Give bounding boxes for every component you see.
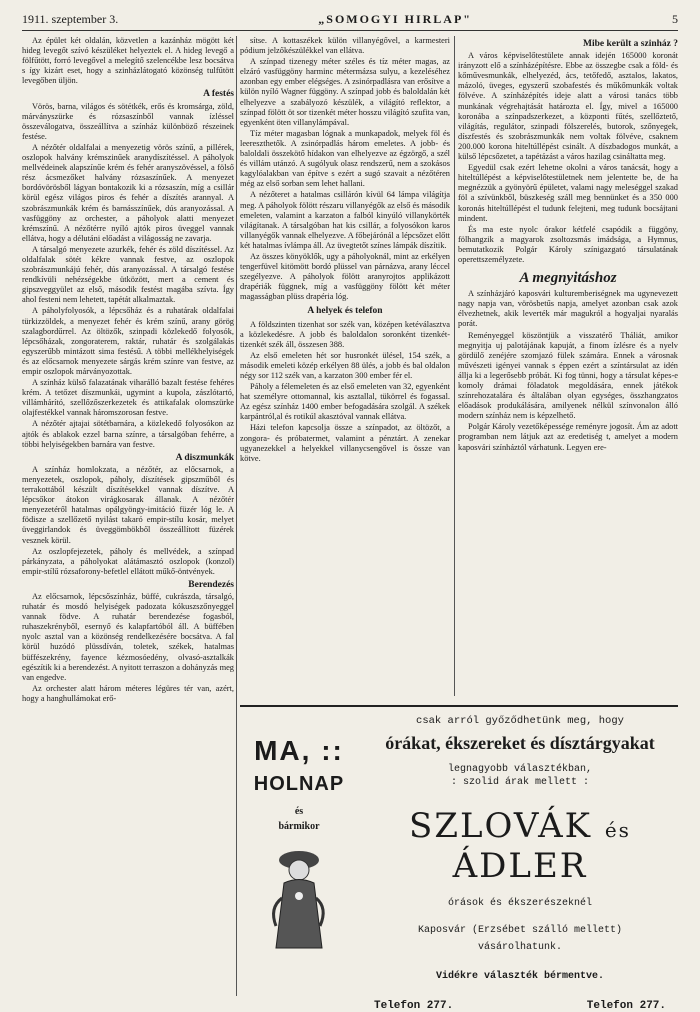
- section-heading: Mibe került a szinház ?: [583, 39, 678, 49]
- paragraph: Tíz méter magasban lógnak a munkapadok, melyek föl és leereszthetők. A zsinórpadlás három emeletes. A jobb- és baloldali összekötő hídakon van elhelyezve az égzörgő, a szél és villám utánzó. A sugólyuk olasz rendszerű, nem a szokásos kagylóalakban van építve s ezért a sugó szavait a nézőtéren még az első sorban sem lehet hallani.: [240, 128, 450, 189]
- paragraph: Házi telefon kapcsolja össze a színpadot, az öltözőt, a zongora- és próbatermet, valamint a pénztárt. A zenekar ugyanezekkel a helyekkel villanycsengővel is össze van kötve.: [240, 423, 450, 463]
- ad-products: órákat, ékszereket és dísztárgyakat: [385, 733, 655, 753]
- paragraph: A színház homlokzata, a nézőtér, az előcsarnok, a menyezetek, oszlopok, páholy, díszítések gipszműből és terrakottából készült díszítésekkel vannak díszítve. A lépcsőkor átokon virágkosarak állanak. A nézőtér menyezetéről hatalmas opálgyöngy-imitáció füzér lóg le. A födisze a szellőzető nyilást takaró empir-stílu kosár, melyet üveggirlandok és üveggömbökből összeállított füzérek vesznek körül.: [22, 464, 234, 545]
- ad-shipping: Vidékre választék bérmentve.: [435, 971, 605, 982]
- masthead: [22, 8, 678, 31]
- article-heading: A megnyitáshoz: [519, 270, 617, 287]
- ad-address: Kaposvár (Erzsébet szálló mellett): [417, 925, 623, 936]
- woman-illustration-icon: [254, 838, 344, 958]
- ad-intro: csak arról győződhetünk meg, hogy: [416, 715, 624, 727]
- issue-date: 1911. szeptember 3.: [22, 11, 119, 26]
- paragraph: Páholy a félemeleten és az első emeleten van 32, egyenként hat személyre ottomannal, kis asztallal, tükörrel és fogassal. Az egész színház 1400 ember befogadására szolgál. A székek karpántról,al és rotikúl akasztóval vannak ellátva.: [240, 382, 450, 422]
- brand-part-2: ÁDLER: [452, 846, 588, 886]
- ad-prices: : szolid árak mellett :: [450, 777, 590, 788]
- paragraph: És ma este nyolc órakor kétfelé csapódik a függöny, fölhangzik a magyarok zsoltozsmás imádsága, a Hymnus, bemutatkozik Polgár Károly színigazgató társulatának operettszemélyzete.: [458, 224, 678, 264]
- paragraph: A társalgó menyezete azurkék, fehér és zöld díszítéssel. Az oldalfalak sötét kékre vannak festve, az oszlopok szobrászmunkájú fehér, dús aranyozással. A társalgó festése rendkívüli nehézségekbe ütközött, mert a cement és gipszveggyület az első, második festést magába szívta. Így ahol festeni nem lehetett, tapétát alkalmaztak.: [22, 244, 234, 305]
- section-heading: A festés: [203, 89, 234, 100]
- paragraph: Az épület két oldalán, közvetlen a kazánház mögött két hideg levegőt szívó készüléket helyeztek el. A hideg levegő a fölfűtött, forró levegővel a melegítő szelencékbe lesz bocsátva s így kizárt eset, hogy a szinházlátogató közönség tulfűtött levegőben üljön.: [22, 36, 234, 86]
- brand-ampersand: és: [604, 818, 631, 842]
- phone-right: Telefon 277.: [586, 1000, 666, 1012]
- article-column-2: [240, 36, 450, 696]
- paragraph: A színház külső falazatának viharálló bazalt festése fehéres krém. A tetőzet díszmunkái, ugymint a kupola, zászlótartó, villámhárító, szellőzőszerkezetek és attikafalak olomszürke olajfestékkel vannak háromszorosan festve.: [22, 378, 234, 418]
- paragraph: Az előcsarnok, lépcsőszínház, büffé, cukrászda, társalgó, ruhatár és mosdó helyiségek padozata kókuszszőnyeggel vannak födve. A ruhatár berendezése fogasból, ruhaszekrényből, esernyő és kalapfartóból áll. A büffében nyolc asztal van a közönség rendelkezésére bocsátva. A fal körül huzódó plüssdíván, toletek, székek, hatalmas büffészekrény, fayence kézmosóedény, olvasó-asztalkák egészítik ki a berendezést. A nyitott terraszon a dohányzás meg van engedve.: [22, 591, 234, 682]
- ad-es-text: és: [294, 806, 304, 817]
- ad-holnap-text: HOLNAP: [253, 773, 345, 795]
- paragraph: Reményeggel köszöntjük a visszatérő Tháliát, amikor megnyitja uj palotájának kapuját, a finom ízlésre és a nyelv gördülő zenéjére szomjazó fülek számára. Ennek a városnak művészeti igényei vannak s éppen ezért a színtársulat az idén állja ki a legerősebb próbát. Ki fog tünni, hogy a társulat képes-e komoly drámai föladatok megoldására, ennek játékok színrehozatalára és általában olyan egységes, összhangzatos előadások produkálására, amilyenek nélkül színvonalon álló modern színház nem is képzelhető.: [458, 330, 678, 421]
- ad-barmikor-text: bármikor: [278, 821, 320, 832]
- paragraph: Az összes könyöklők, ugy a páholyoknál, mint az erkélyen tengerfüvel kitömött bordó plüssel van párnázva, arany léccel szegélyezve. A páholyok fölött aranyrojtos applikázott drapériák függnek, míg a vasfüggöny fölött két méter magasságban plüss drapéria lóg.: [240, 251, 450, 302]
- ad-right-panel: [362, 711, 678, 1012]
- brand-part-1: SZLOVÁK: [409, 806, 593, 846]
- column-divider: [236, 36, 237, 996]
- ad-purchase: vásárolhatunk.: [477, 942, 562, 953]
- paragraph: Egyedül csak ezért lehetne okolni a város tanácsát, hogy a hiteltúllépést a képviselőtestületnek nem jelentette be, de ha megnézzük a gyönyörű épületet, valami nagy meleséggel szakad föl a szívünkből, büszkeség száll meg bennünket és a 350 000 koronás hiteltúllépést el tudunk felejteni, meg tudunk bocsájtani mindent.: [458, 163, 678, 223]
- section-heading: Berendezés: [188, 579, 234, 590]
- paragraph: Az oszlopfejezetek, páholy és mellvédek, a színpad párkányzata, a páholyokat alátámasztó oszlopok (konzol) empir-stílű rózsaforony-befetlel ellátott műkő-öntvények.: [22, 546, 234, 576]
- paragraph: Vörös, barna, világos és sötétkék, erős és kromsárga, zöld, márványszürke és rózsaszínből vannak ízléssel összeválogatva, összeállítva a színház különböző részeinek festése.: [22, 101, 234, 141]
- paragraph: A nézőtér oldalfalai a menyezetig vörös színű, a pillérek, oszlopok halvány krémszinűek aranydíszítéssel. A páholyok mellvédeinek alapszínűe krém és fehér aranyszövéssel, a fölső rész ácsmezőket halvány rózsaszínűek. A menyezet bordóvörösből lágyan bontakozik ki a rózsaszín, míg a csillár körül egész világos piros és fehér a díszítés arannyal. A szobrászmunkák krém és barnásszínűek, dús aranyozással. A vasfüggöny az orchester, a páholyok alatti menyezet krémszínű. A nézőtérre nyíló ajtók piros üveggel vannak ellátva, hogy a délutáni előadást a világosság ne zavarja.: [22, 142, 234, 243]
- page-number: 5: [672, 11, 678, 26]
- paragraph: A páholyfolyosók, a lépcsőház és a ruhatárak oldalfalai türkizzöldek, a menyezet fehér és krém színű, arany görög szalagbordűrrel. Az öltözők, szinpadi közlekedő folyosók, lépcsőházak, zongoraterem, raktár, ruhatár és szolgálakás egyszerűbb mintázott sima festésű. A többi mellékhelyiségek és az előcsarnok menyezete sárgás krém színre van festve, az empir oszlopok márványozottak.: [22, 306, 234, 376]
- article-column-1: [22, 36, 234, 996]
- article-column-3: [458, 36, 678, 696]
- paragraph: A színpad tizenegy méter széles és tíz méter magas, az elzáró vasfüggöny harminc métermázsa sulyu, a kezeléséhez azonban egy ember elégséges. A zsinórpadlásra van erősítve a külön nyíló Wagner függöny. A színpad jobb és baloldalán két elhelyezve a szabályozó készülék, a világító reflektor, a színpad fölött öt sor tizenkét méter hosszu világító szufita van, egyenként öten villanylámpával.: [240, 57, 450, 127]
- ad-brand-name: [362, 806, 678, 886]
- paragraph: A földszinten tizenhat sor szék van, középen ketéválasztva a közlekedésre. A jobb és baloldalon soronként tizenkét-tizenkét szék áll, összesen 388.: [240, 319, 450, 349]
- paragraph: A város képviselőtestülete annak idején 165000 koronát irányzott elő a színházépítésre. Ebbe az összegbe csak a föld- és kőművesmunkák, elhelyezéd, ács, tetőfedő, asztalos, lakatos, mázoló, üveges, egyszerű szobafestés és műkőmunkák voltak fölvéve. A színházépítés ideje alatt a városi tanács több munkának végrehajtását határozta el. Így, mivel a 165000 koronába a színpadszerkezet, a központi fűtés, szellőztető, világítás, regulátor, szinpadi fölszerelés, butorok, szőnyegek, díszfestés és szobrászmunkák nem voltak fölvéve, csaknem 200.000 korona hiteltúllépést csinált. A díszbadogos munkát, a külső lépcsőzetet, a tapétázást a város hazilag csináltatta meg.: [458, 51, 678, 162]
- paragraph: Az orchester alatt három méteres légüres tér van, azért, hogy a hanghullámokat erő-: [22, 683, 234, 703]
- ad-profession: órások és ékszerészeknél: [447, 898, 593, 909]
- paragraph: A nézőteret a hatalmas csillárón kívül 64 lámpa világítja meg. A páholyok fölött részaru villanyégők az első és második emeleten, valamint a karzaton a falból kinyúló villanykörték világítanak. A társalgóban hat kis csillár, a folyosókon karos villanyégők vannak elhelyezve. A főbejárónál a lépcsőzet előtt két hatalmas ívlámpa áll. Az üvegtetőt színes lámpák díszítik.: [240, 190, 450, 250]
- ad-selection: legnagyobb választékban,: [447, 764, 593, 775]
- paragraph: sítse. A kottaszékek külön villanyégővel, a karmesteri pódium jelzőkészülékkel van ellátva.: [240, 36, 450, 56]
- phone-left: Telefon 277.: [374, 1000, 454, 1012]
- paragraph: A színházjáró kaposvári kulturemberiségnek ma ugynevezett nagy napja van, vörösbetűs napja, amelyet azonban csak azok élvezhetnek, akik leverték már magukról a hogyaljai nyaralás porát.: [458, 289, 678, 329]
- paragraph: Az első emeleten hét sor husronkét ülésel, 154 szék, a második emeleti közép erkélyen 88 ülés, a jobb és bal oldalon négy sor 112 szék van, a karzaton 300 ember fér el.: [240, 350, 450, 380]
- section-heading: A helyek és telefon: [307, 306, 383, 317]
- ad-left-panel: [240, 717, 358, 987]
- newspaper-title: „SOMOGYI HIRLAP": [318, 11, 472, 26]
- ad-ma-text: MA, ::: [254, 735, 344, 766]
- jeweler-advertisement: [240, 705, 678, 1012]
- section-heading: A diszmunkák: [175, 452, 234, 463]
- paragraph: Polgár Károly vezetőképessége reményre jogosít. Ám az adott programban nem látjuk azt az eredetiség t, amelyet a modern kaposvári színháztól várhatunk. Legyen ere-: [458, 422, 678, 452]
- column-divider: [454, 36, 455, 696]
- paragraph: A nézőtér ajtajai sötétbarnára, a közlekedő folyosókon az ajtók és ablakok ezzel barna színre, a társalgóban fehérre, a többi helyiségekben barnára van festve.: [22, 419, 234, 449]
- ad-phones: [374, 1000, 666, 1012]
